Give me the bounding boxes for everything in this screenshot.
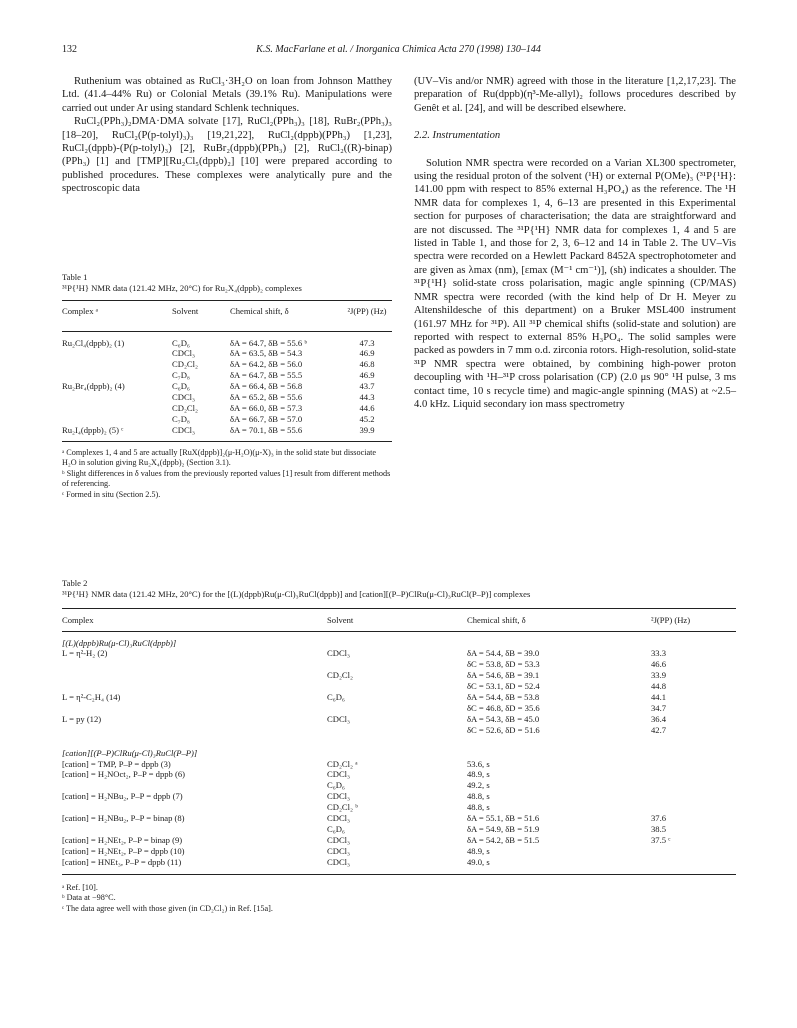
page-number: 132 — [62, 44, 77, 55]
table-cell: C₇D₈ — [172, 413, 190, 424]
table-cell: δA = 66.4, δB = 56.8 — [230, 381, 303, 392]
table-cell — [327, 659, 467, 670]
table-1-grid — [62, 301, 392, 441]
running-header — [62, 44, 735, 58]
table-cell: 39.9 — [359, 424, 375, 435]
table-row — [62, 403, 392, 414]
footnote: ᵇ Slight differences in δ values from the previously reported values [1] result from different methods of referencing. — [62, 468, 391, 489]
table-cell: [cation] = H₂NOct₂, P–P = dppb (6) — [62, 769, 186, 780]
table-cell: 37.5 ᶜ — [651, 834, 671, 845]
paragraph: Ruthenium was obtained as RuCl₃·3H₂O on loan from Johnson Matthey Ltd. (41.4–44% Ru) or Colonial Metals (39.1% Ru). Manipulations were carried out under Ar using standard Schlenk techniques. — [62, 76, 392, 114]
table-cell: 44.8 — [651, 681, 667, 692]
table-cell: L = η²-C₂H₄ (14) — [62, 692, 121, 703]
table-cell: CDCl₃ — [172, 424, 196, 435]
table-cell — [62, 659, 327, 670]
table-row — [62, 780, 736, 791]
table-cell: 47.3 — [359, 337, 375, 348]
table-cell: Ru₂Br₄(dppb)₂ (4) — [62, 381, 125, 392]
column-header: Solvent — [172, 306, 199, 316]
table-cell: δC = 53.8, δD = 53.3 — [467, 659, 540, 670]
table-cell — [327, 703, 467, 714]
table-cell: δA = 63.5, δB = 54.3 — [230, 348, 303, 359]
column-header: Solvent — [327, 615, 354, 625]
table-cell — [62, 670, 327, 681]
table-cell: 37.6 — [651, 813, 667, 824]
table-cell: CDCl₃ — [327, 813, 351, 824]
table-cell: C₆D₆ — [172, 337, 190, 348]
table-cell: CD₂Cl₂ ᵃ — [327, 758, 358, 769]
table-cell: C₇D₈ — [172, 370, 190, 381]
table-row — [62, 659, 736, 670]
table-caption: ³¹P{¹H} NMR data (121.42 MHz, 20°C) for Ru₂X₄(dppb)₂ complexes — [62, 283, 302, 293]
table-2-grid — [62, 609, 736, 874]
table-cell: 45.2 — [359, 413, 375, 424]
table-row — [62, 425, 392, 436]
table-cell — [62, 824, 327, 835]
footnote: ᵃ Ref. [10]. — [62, 882, 98, 892]
table-cell: 49.2, s — [467, 780, 490, 791]
column-header: ²J(PP) (Hz) — [651, 615, 691, 625]
table-row — [62, 670, 736, 681]
table-row — [62, 769, 736, 780]
table-cell — [62, 392, 172, 403]
column-header: Complex — [62, 615, 94, 625]
table-cell: δA = 70.1, δB = 55.6 — [230, 424, 303, 435]
table-cell: CDCl₃ — [327, 834, 351, 845]
table-cell: δA = 54.4, δB = 39.0 — [467, 648, 540, 659]
table-cell: δA = 54.3, δB = 45.0 — [467, 713, 540, 724]
table-cell: 34.7 — [651, 702, 667, 713]
table-cell: 42.7 — [651, 724, 667, 735]
table-cell: [cation] = TMP, P–P = dppb (3) — [62, 758, 171, 769]
table-cell: δA = 54.4, δB = 53.8 — [467, 692, 540, 703]
footnote: ᶜ Formed in situ (Section 2.5). — [62, 489, 161, 499]
table-row — [62, 692, 736, 703]
table-cell: δA = 54.9, δB = 51.9 — [467, 824, 540, 834]
table-cell: CD₂Cl₂ ᵇ — [327, 802, 358, 813]
table-row — [62, 331, 392, 348]
table-row — [62, 813, 736, 824]
table-cell — [327, 725, 467, 736]
table-cell: 44.3 — [359, 392, 375, 403]
table-cell: 33.3 — [651, 648, 667, 659]
table-cell: 49.0, s — [467, 856, 490, 867]
table-cell: δC = 53.1, δD = 52.4 — [467, 681, 540, 692]
left-column — [62, 75, 392, 196]
table-cell: 38.5 — [651, 824, 667, 834]
table-cell: δA = 54.2, δB = 51.5 — [467, 834, 540, 845]
right-column — [414, 75, 736, 411]
table-cell — [62, 780, 327, 791]
table-cell: [cation] = HNEt₃, P–P = dppb (11) — [62, 856, 182, 867]
table-cell: CD₂Cl₂ — [172, 359, 199, 370]
table-cell: 46.9 — [359, 348, 375, 359]
table-cell — [62, 370, 172, 381]
table-cell: 48.9, s — [467, 769, 490, 780]
group-heading-text: [(L)(dppb)Ru(μ-Cl)₃RuCl(dppb)] — [62, 637, 177, 648]
table-cell — [62, 681, 327, 692]
column-header: ²J(PP) (Hz) — [347, 306, 387, 316]
table-cell: δA = 66.7, δB = 57.0 — [230, 413, 303, 424]
table-cell: [cation] = H₂NEt₂, P–P = binap (9) — [62, 834, 183, 845]
table-cell: 46.8 — [359, 359, 375, 370]
table-row — [62, 791, 736, 802]
table-cell: C₆D₆ — [327, 780, 345, 791]
table-cell — [651, 857, 736, 868]
table-row — [62, 846, 736, 857]
table-cell — [62, 403, 172, 414]
table-cell — [62, 359, 172, 370]
table-cell — [651, 802, 736, 813]
table-group-heading — [62, 736, 736, 759]
table-cell: CDCl₃ — [172, 392, 196, 403]
footnote: ᵃ Complexes 1, 4 and 5 are actually [RuX(dppb)]₂(μ-H₂O)(μ-X)₃ in the solid state but dissociate H₂O in solution giving Ru₂X₄(dppb)₂ (Section 3.1). — [62, 447, 377, 468]
table-cell: 48.9, s — [467, 845, 490, 856]
table-cell: 53.6, s — [467, 758, 490, 769]
table-row — [62, 714, 736, 725]
table-row — [62, 759, 736, 770]
table-cell: CD₂Cl₂ — [327, 670, 354, 681]
table-cell: δA = 64.7, δB = 55.6 ᵇ — [230, 337, 308, 348]
table-cell: CDCl₃ — [327, 845, 351, 856]
table-footnotes — [62, 883, 736, 915]
table-cell: δC = 46.8, δD = 35.6 — [467, 702, 540, 713]
table-cell: 48.8, s — [467, 791, 490, 802]
table-2 — [62, 578, 736, 914]
paragraph: Solution NMR spectra were recorded on a Varian XL300 spectrometer, using the residual proton of the solvent (¹H) or external P(OMe)₃ (³¹P{¹H}: 141.00 ppm with respect to 85% external H₃PO₄) as the reference. The ¹H NMR data for complexes 1, 4, 6–13 are presented in this Experimental section for purposes of characterisation; the data are straightforward and are not discussed. The ³¹P{¹H} NMR data for complexes 1, 4 and 5 are listed in Table 1, and those for 2, 3, 6–12 and 14 in Table 2. The UV–Vis spectra were recorded on a Hewlett Packard 8452A spectrophotometer and are given as λmax (nm), [εmax (M⁻¹ cm⁻¹)], (sh) indicates a shoulder. The ³¹P{¹H} solid-state cross polarisation, magic angle spinning (CP/MAS) NMR spectra were recorded (with the kind help of Dr H. Meyer zu Altenshildesche of this department) on a Bruker MSL400 instrument (161.97 MHz for ³¹P). All ³¹P chemical shifts (solid-state and solution) are reported with respect to external 85% H₃PO₄. The solid samples were packed as powders in 7 mm o.d. zirconia rotors. High-resolution, solid-state ³¹P NMR spectra were obtained, by combining high-power proton decoupling with ¹H–³¹P cross polarisation (CP) (2.0 μs 90° ¹H pulse, 3 ms contact time, 10 s recycle time) and magic-angle spinning (MAS) at ~2.5–4.0 kHz. Liquid secondary ion mass spectrometry — [414, 157, 736, 410]
table-cell: 44.1 — [651, 692, 667, 703]
table-label: Table 2 — [62, 578, 88, 588]
table-row — [62, 824, 736, 835]
table-cell — [62, 725, 327, 736]
table-cell: 44.6 — [359, 402, 375, 413]
table-footnotes — [62, 448, 392, 501]
table-cell: CDCl₃ — [327, 648, 351, 659]
table-cell: L = η²-H₂ (2) — [62, 648, 108, 659]
table-cell: δA = 54.6, δB = 39.1 — [467, 670, 540, 681]
table-cell — [62, 348, 172, 359]
table-cell: δA = 55.1, δB = 51.6 — [467, 813, 540, 824]
table-cell: δC = 52.6, δD = 51.6 — [467, 724, 540, 735]
table-row — [62, 381, 392, 392]
table-cell — [651, 780, 736, 791]
table-cell: δA = 64.7, δB = 55.5 — [230, 370, 303, 381]
table-cell — [651, 769, 736, 780]
table-cell: δA = 65.2, δB = 55.6 — [230, 392, 303, 403]
column-header: Chemical shift, δ — [467, 615, 526, 625]
table-cell: [cation] = H₂NBu₂, P–P = binap (8) — [62, 813, 185, 824]
table-cell: [cation] = H₂NBu₂, P–P = dppb (7) — [62, 791, 183, 802]
table-cell: CDCl₃ — [327, 769, 351, 780]
table-group-heading — [62, 631, 736, 648]
table-cell: C₆D₆ — [327, 692, 345, 703]
table-cell — [62, 703, 327, 714]
column-header: Complex ᵃ — [62, 306, 99, 316]
table-cell: 48.8, s — [467, 802, 490, 813]
table-caption: ³¹P{¹H} NMR data (121.42 MHz, 20°C) for the [(L)(dppb)Ru(μ-Cl)₃RuCl(dppb)] and [cation][(P–P)ClRu(μ-Cl)₃RuCl(P–P)] complexes — [62, 589, 531, 599]
table-cell: Ru₂Cl₄(dppb)₂ (1) — [62, 337, 125, 348]
table-row — [62, 681, 736, 692]
table-cell: C₆D₆ — [327, 824, 345, 834]
table-row — [62, 703, 736, 714]
table-row — [62, 370, 392, 381]
footnote: ᵇ Data at −98°C. — [62, 893, 116, 903]
table-cell — [327, 681, 467, 692]
column-header: Chemical shift, δ — [230, 306, 289, 316]
table-row — [62, 648, 736, 659]
table-row — [62, 857, 736, 868]
table-cell: CDCl₃ — [172, 348, 196, 359]
table-cell: 46.9 — [359, 370, 375, 381]
table-1 — [62, 272, 392, 500]
table-cell — [62, 414, 172, 425]
table-cell — [62, 802, 327, 813]
table-cell: CDCl₃ — [327, 713, 351, 724]
table-cell: δA = 64.2, δB = 56.0 — [230, 359, 303, 370]
table-cell: CDCl₃ — [327, 791, 351, 802]
paragraph: RuCl₂(PPh₃)₂DMA·DMA solvate [17], RuCl₂(PPh₃)₃ [18], RuBr₂(PPh₃)₃ [18–20], RuCl₂(P(p-tolyl)₃)₃ [19,21,22], RuCl₂(dppb)(PPh₃) [1,23], RuCl₂(dppb)-(P(p-tolyl)₃) [2], RuBr₂(dppb)(PPh₃) [2], RuCl₂((R)-binap)(PPh₃) [1] and [TMP][Ru₂Cl₅(dppb)₂] [10] were prepared according to published procedures. These complexes were analytically pure and the spectroscopic data — [62, 116, 392, 195]
table-cell: [cation] = H₂NEt₂, P–P = dppb (10) — [62, 845, 185, 856]
table-row — [62, 835, 736, 846]
table-row — [62, 348, 392, 359]
table-cell: CD₂Cl₂ — [172, 402, 199, 413]
table-cell: 33.9 — [651, 670, 667, 681]
table-cell — [651, 846, 736, 857]
table-row — [62, 725, 736, 736]
running-title: K.S. MacFarlane et al. / Inorganica Chimica Acta 270 (1998) 130–144 — [256, 44, 541, 55]
footnote: ᶜ The data agree well with those given (in CD₂Cl₂) in Ref. [15a]. — [62, 903, 273, 913]
table-label: Table 1 — [62, 272, 88, 282]
table-row — [62, 414, 392, 425]
group-heading-text: [cation][(P–P)ClRu(μ-Cl)₃RuCl(P–P)] — [62, 747, 198, 758]
table-row — [62, 392, 392, 403]
table-cell — [651, 759, 736, 770]
section-heading: 2.2. Instrumentation — [414, 130, 501, 142]
table-row — [62, 802, 736, 813]
table-cell: C₆D₆ — [172, 381, 190, 392]
table-cell: L = py (12) — [62, 713, 102, 724]
table-cell: 43.7 — [359, 381, 375, 392]
table-cell: 46.6 — [651, 659, 667, 670]
table-cell: 36.4 — [651, 713, 667, 724]
table-cell: CDCl₃ — [327, 856, 351, 867]
table-cell: Ru₂I₄(dppb)₂ (5) ᶜ — [62, 424, 124, 435]
paragraph: (UV–Vis and/or NMR) agreed with those in the literature [1,2,17,23]. The preparation of Ru(dppb)(η³-Me-allyl)₂ follows procedures described by Genêt et al. [24], and will be described elsewhere. — [414, 76, 736, 114]
table-row — [62, 359, 392, 370]
table-cell — [651, 791, 736, 802]
table-cell: δA = 66.0, δB = 57.3 — [230, 402, 303, 413]
